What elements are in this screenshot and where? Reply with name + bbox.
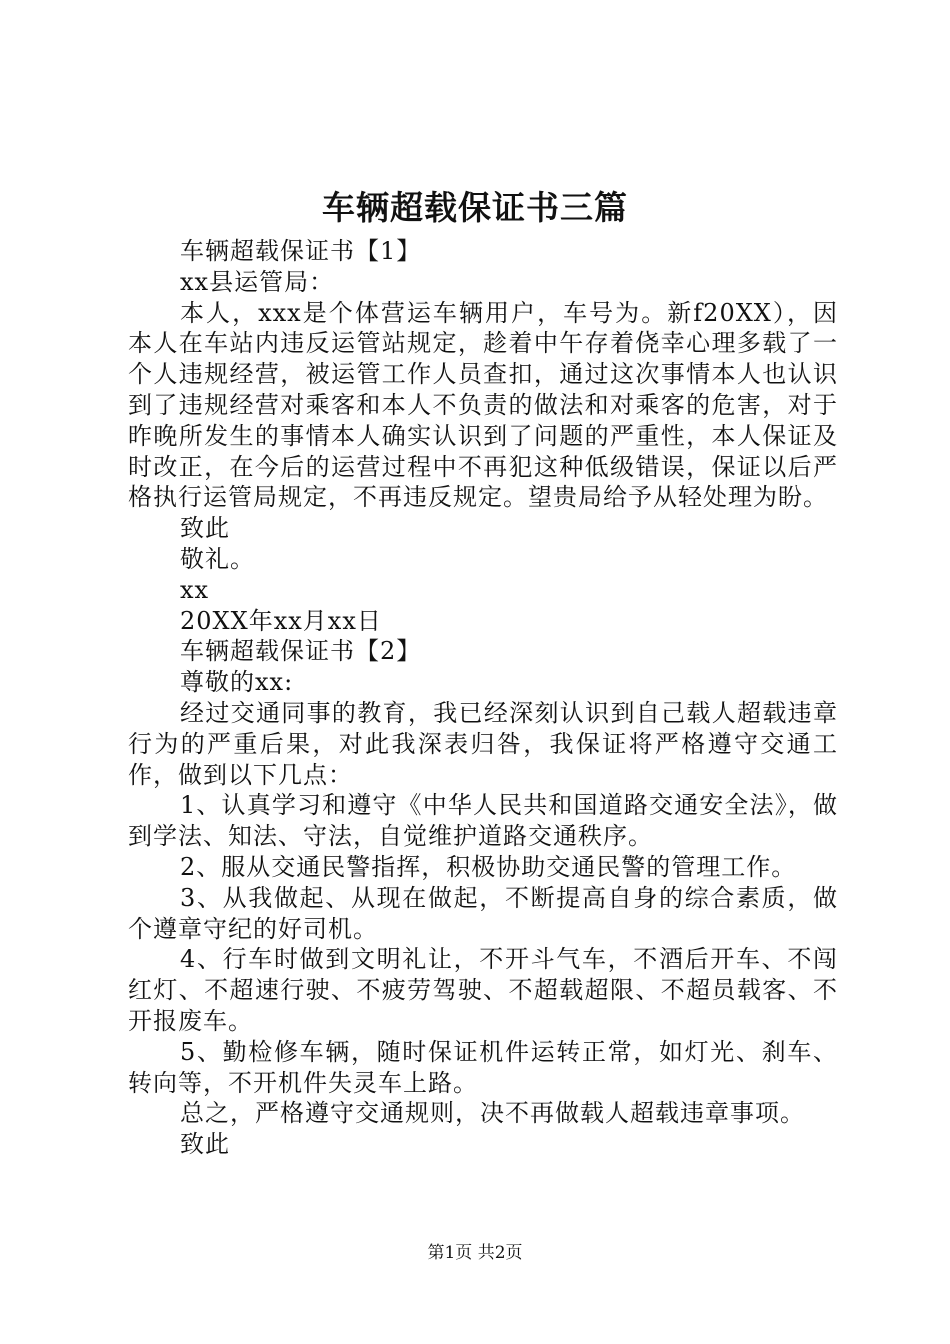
salutation-2: 尊敬的xx: — [180, 668, 294, 697]
body-paragraph: 本人，xxx是个体营运车辆用户，车号为。新f20XX），因本人在车站内违反运管站规定，趁着中午存着侥幸心理多载了一个人违规经营，被运管工作人员查扣，通过这次事情本人也认识到了违规经营对乘客和本人不负责的做法和对乘客的危害，对于昨晚所发生的事情本人确实认识到了问题的严重性，本人保证及时改正，在今后的运营过程中不再犯这种低级错误，保证以后严格执行运管局规定，不再违反规定。望贵局给予从轻处理为盼。 — [128, 298, 838, 512]
signature-name: xx — [180, 575, 210, 604]
body-paragraph: 经过交通同事的教育，我已经深刻认识到自己载人超载违章行为的严重后果，对此我深表归咎，我保证将严格遵守交通工作，做到以下几点： — [128, 698, 838, 789]
list-item: 4、行车时做到文明礼让，不开斗气车，不酒后开车、不闯红灯、不超速行驶、不疲劳驾驶、不超载超限、不超员载客、不开报废车。 — [128, 945, 838, 1035]
closing-regards: 敬礼。 — [180, 544, 255, 573]
salutation-1: xx县运管局： — [180, 267, 335, 296]
list-item: 1、认真学习和遵守《中华人民共和国道路交通安全法》，做到学法、知法、守法，自觉维护道路交通秩序。 — [128, 791, 838, 851]
document-title: 车辆超载保证书三篇 — [322, 188, 628, 227]
section-heading-2: 车辆超载保证书【2】 — [180, 637, 422, 666]
list-item: 3、从我做起、从现在做起，不断提高自身的综合素质，做个遵章守纪的好司机。 — [128, 883, 838, 943]
summary-paragraph: 总之，严格遵守交通规则，决不再做载人超载违章事项。 — [180, 1099, 805, 1128]
page-footer: 第1页 共2页 — [427, 1243, 523, 1263]
signature-date: 20XX年xx月xx日 — [180, 606, 382, 635]
closing-line: 致此 — [180, 1130, 230, 1159]
list-item: 5、勤检修车辆，随时保证机件运转正常，如灯光、刹车、转向等，不开机件失灵车上路。 — [128, 1037, 838, 1097]
section-heading-1: 车辆超载保证书【1】 — [180, 237, 422, 265]
list-item: 2、服从交通民警指挥，积极协助交通民警的管理工作。 — [180, 852, 797, 881]
closing-line: 致此 — [180, 514, 230, 543]
document-body — [128, 236, 838, 1160]
